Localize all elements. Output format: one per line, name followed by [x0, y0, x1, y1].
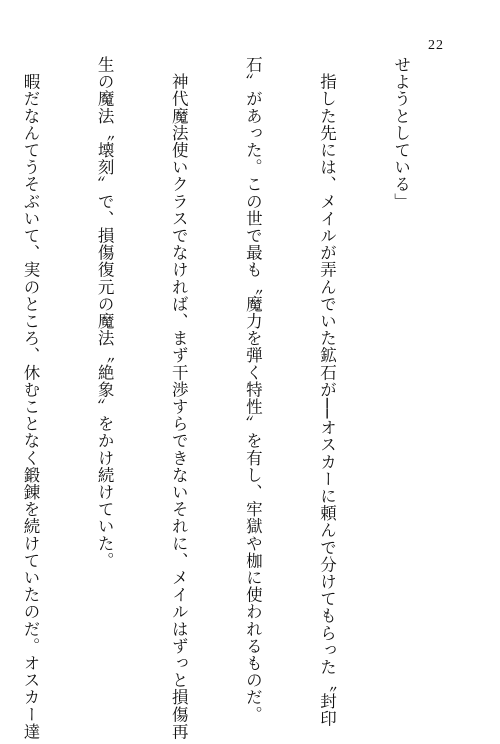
text-line: 暇だなんてうそぶいて、実のところ、休むことなく鍛錬を続けていたのだ。オスカー達	[21, 56, 41, 740]
text-line: 石〟があった。この世で最も〝魔力を弾く特性〟を有し、牢獄や枷に使われるものだ。	[243, 56, 263, 723]
text-line: せようとしている」	[391, 56, 411, 210]
vertical-text-block	[21, 56, 462, 740]
text-line: 生の魔法〝壊刻〟で、損傷復元の魔法〝絶象〟をかけ続けていた。	[95, 56, 115, 569]
page-number: 22	[428, 38, 444, 53]
text-line: 神代魔法使いクラスでなければ、まず干渉すらできないそれに、メイルはずっと損傷再	[169, 56, 189, 740]
text-line: 指した先には、メイルが弄んでいた鉱石が──オスカーに頼んで分けてもらった〝封印	[317, 56, 337, 727]
